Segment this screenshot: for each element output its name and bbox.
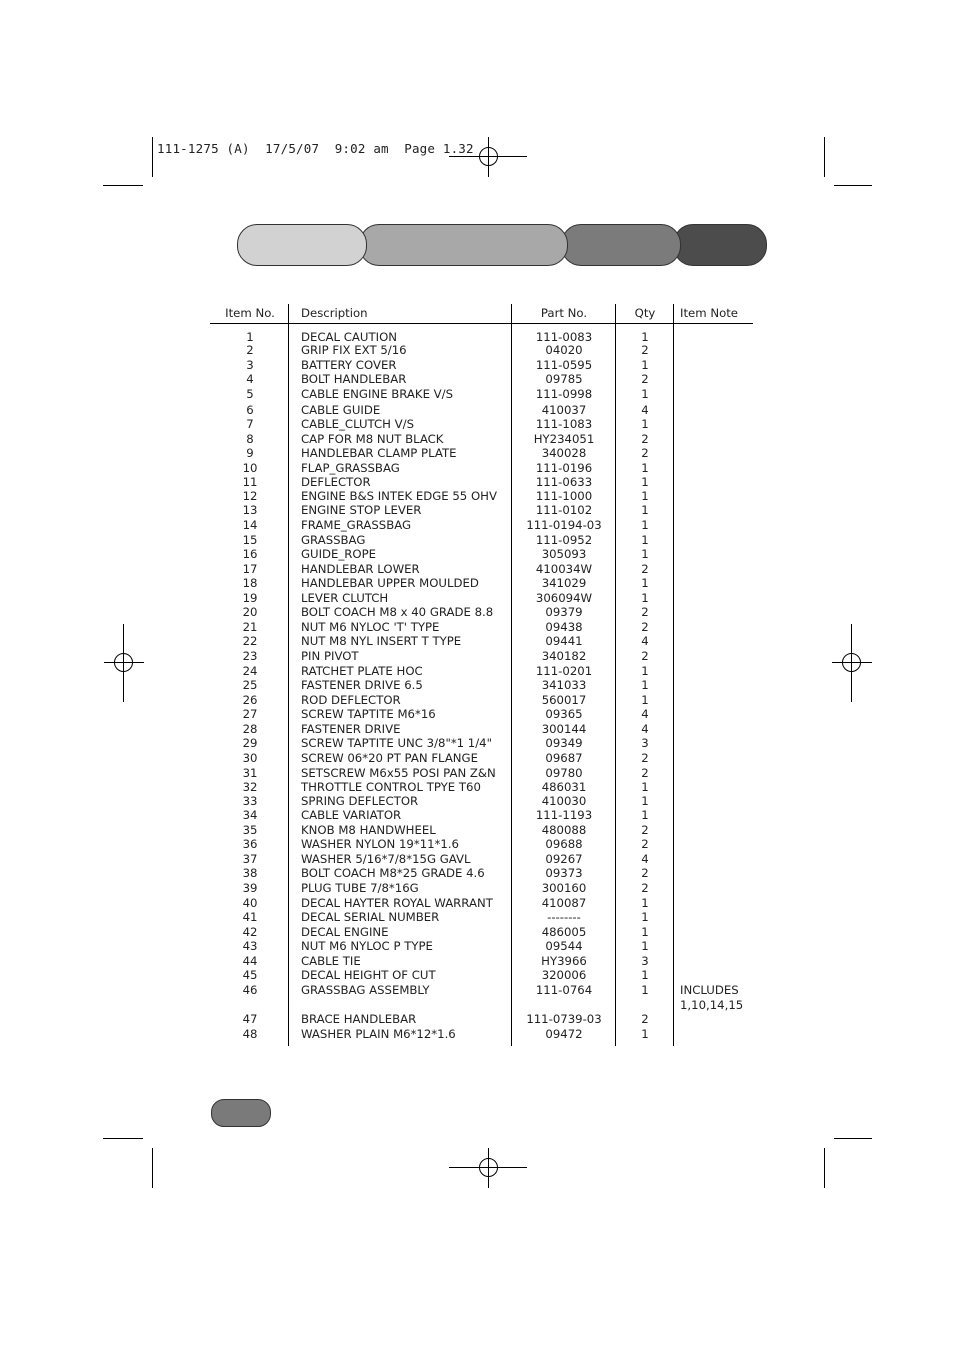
cell-item-no: 3 [246,358,254,372]
cell-qty: 1 [641,475,649,489]
cell-description: FLAP_GRASSBAG [301,461,400,475]
cell-part-no: 111-0102 [535,503,593,517]
cell-part-no: 111-0196 [535,461,593,475]
cell-part-no: 09438 [545,620,583,634]
print-slug: 111-1275 (A) 17/5/07 9:02 am Page 1.32 [157,141,474,156]
cell-item-no: 21 [242,620,258,634]
table-row [210,896,753,911]
cell-part-no: 09780 [545,766,583,780]
cell-item-no: 15 [242,533,258,547]
table-row [210,881,753,896]
cell-item-no: 28 [242,722,258,736]
cell-description: FASTENER DRIVE 6.5 [301,678,423,692]
cell-part-no: 09365 [545,707,583,721]
cell-qty: 2 [641,343,649,357]
cell-qty: 1 [641,518,649,532]
table-row [210,707,753,722]
cell-item-no: 32 [242,780,258,794]
section-tab-3 [561,224,681,266]
cell-qty: 2 [641,446,649,460]
cell-part-no: 111-1000 [535,489,593,503]
cell-description: NUT M6 NYLOC P TYPE [301,939,433,953]
crop-mark-bottom-right-v [824,1148,825,1188]
cell-part-no: 410087 [541,896,587,910]
table-row [210,403,753,418]
cell-qty: 4 [641,707,649,721]
cell-item-no: 27 [242,707,258,721]
table-row [210,591,753,606]
cell-description: SCREW 06*20 PT PAN FLANGE [301,751,478,765]
table-row [210,649,753,664]
table-row [210,780,753,795]
cell-item-no: 1 [246,330,254,344]
header-part-no: Part No. [540,306,588,320]
table-row [210,605,753,620]
cell-qty: 4 [641,852,649,866]
cell-qty: 1 [641,591,649,605]
cell-qty: 2 [641,372,649,386]
cell-description: CAP FOR M8 NUT BLACK [301,432,444,446]
cell-description: ENGINE B&S INTEK EDGE 55 OHV [301,489,497,503]
crop-mark-top-right-v [824,137,825,177]
cell-part-no: 560017 [541,693,587,707]
table-row [210,432,753,447]
cell-qty: 1 [641,925,649,939]
cell-qty: 1 [641,910,649,924]
cell-description: PIN PIVOT [301,649,359,663]
cell-item-note: INCLUDES 1,10,14,15 [680,983,744,1012]
cell-qty: 1 [641,808,649,822]
cell-item-no: 42 [242,925,258,939]
cell-description: NUT M8 NYL INSERT T TYPE [301,634,462,648]
cell-part-no: 111-1083 [535,417,593,431]
cell-qty: 1 [641,576,649,590]
parts-table [210,304,753,1046]
cell-qty: 1 [641,983,649,997]
cell-qty: 1 [641,417,649,431]
cell-item-no: 10 [242,461,258,475]
cell-description: FASTENER DRIVE [301,722,401,736]
crop-mark-top-right-h [834,185,872,186]
cell-description: DECAL CAUTION [301,330,398,344]
cell-part-no: 341029 [541,576,587,590]
cell-item-no: 37 [242,852,258,866]
cell-qty: 2 [641,620,649,634]
table-row [210,925,753,940]
cell-part-no: 09687 [545,751,583,765]
cell-part-no: 111-0595 [535,358,593,372]
cell-description: CABLE TIE [301,954,361,968]
cell-part-no: HY3966 [541,954,587,968]
cell-description: WASHER PLAIN M6*12*1.6 [301,1027,456,1041]
cell-item-no: 4 [246,372,254,386]
table-row [210,736,753,751]
cell-part-no: 111-0739-03 [526,1012,602,1026]
cell-item-no: 14 [242,518,258,532]
cell-item-no: 12 [242,489,258,503]
registration-mark-right-icon [832,624,872,702]
cell-item-no: 40 [242,896,258,910]
cell-item-no: 24 [242,664,258,678]
cell-item-no: 35 [242,823,258,837]
cell-description: ENGINE STOP LEVER [301,503,422,517]
table-row [210,954,753,969]
cell-item-no: 43 [242,939,258,953]
cell-description: GUIDE_ROPE [301,547,377,561]
cell-item-no: 46 [242,983,258,997]
cell-item-no: 47 [242,1012,258,1026]
table-row [210,343,753,358]
cell-part-no: 305093 [541,547,587,561]
cell-item-no: 6 [246,403,254,417]
cell-qty: 1 [641,330,649,344]
cell-part-no: 410034W [535,562,593,576]
cell-item-no: 41 [242,910,258,924]
table-row [210,808,753,823]
section-tab-4 [673,224,767,266]
cell-item-no: 26 [242,693,258,707]
cell-item-no: 38 [242,866,258,880]
cell-item-no: 2 [246,343,254,357]
cell-description: DEFLECTOR [301,475,371,489]
cell-part-no: 340182 [541,649,587,663]
cell-qty: 1 [641,896,649,910]
table-row [210,562,753,577]
crop-mark-top-left-v [152,137,153,177]
crop-mark-top-left-h [103,185,143,186]
table-row [210,358,753,373]
section-tab-bar [237,224,767,266]
cell-item-no: 30 [242,751,258,765]
cell-description: CABLE GUIDE [301,403,381,417]
cell-qty: 4 [641,634,649,648]
table-row [210,475,753,490]
cell-part-no: 09472 [545,1027,583,1041]
table-row [210,489,753,504]
crop-mark-bottom-left-v [152,1148,153,1188]
cell-item-no: 45 [242,968,258,982]
cell-description: RATCHET PLATE HOC [301,664,423,678]
cell-description: SCREW TAPTITE M6*16 [301,707,436,721]
table-row [210,968,753,983]
cell-qty: 2 [641,866,649,880]
cell-description: PLUG TUBE 7/8*16G [301,881,419,895]
cell-part-no: 340028 [541,446,587,460]
cell-description: HANDLEBAR LOWER [301,562,420,576]
section-tab-2 [359,224,568,266]
cell-qty: 1 [641,547,649,561]
cell-qty: 2 [641,823,649,837]
cell-item-no: 17 [242,562,258,576]
cell-qty: 1 [641,794,649,808]
cell-description: HANDLEBAR UPPER MOULDED [301,576,479,590]
table-row [210,866,753,881]
cell-part-no: 341033 [541,678,587,692]
cell-qty: 2 [641,562,649,576]
cell-item-no: 31 [242,766,258,780]
cell-description: WASHER 5/16*7/8*15G GAVL [301,852,471,866]
cell-item-no: 25 [242,678,258,692]
registration-mark-bottom-icon [449,1148,527,1188]
crop-mark-bottom-left-h [103,1138,143,1139]
cell-part-no: 09373 [545,866,583,880]
table-row [210,1027,753,1042]
cell-qty: 2 [641,432,649,446]
cell-part-no: 111-0998 [535,387,593,401]
cell-qty: 2 [641,766,649,780]
registration-mark-left-icon [104,624,144,702]
header-rule [210,323,753,324]
table-row [210,503,753,518]
cell-description: BOLT HANDLEBAR [301,372,407,386]
cell-description: SCREW TAPTITE UNC 3/8"*1 1/4" [301,736,492,750]
cell-qty: 4 [641,722,649,736]
cell-part-no: 111-0764 [535,983,593,997]
table-row [210,751,753,766]
cell-item-no: 29 [242,736,258,750]
cell-qty: 3 [641,736,649,750]
page-tab [211,1099,271,1127]
cell-item-no: 11 [242,475,258,489]
crop-mark-bottom-right-h [834,1138,872,1139]
registration-mark-top-icon [449,137,527,177]
cell-description: BATTERY COVER [301,358,397,372]
cell-description: SPRING DEFLECTOR [301,794,419,808]
cell-qty: 1 [641,678,649,692]
cell-description: SETSCREW M6x55 POSI PAN Z&N [301,766,496,780]
table-row [210,518,753,533]
cell-qty: 1 [641,780,649,794]
cell-qty: 1 [641,489,649,503]
cell-qty: 2 [641,751,649,765]
table-row [210,387,753,402]
cell-part-no: HY234051 [533,432,595,446]
cell-part-no: 09544 [545,939,583,953]
cell-qty: 1 [641,387,649,401]
table-row [210,837,753,852]
table-row [210,939,753,954]
cell-description: KNOB M8 HANDWHEEL [301,823,436,837]
cell-part-no: 09379 [545,605,583,619]
table-row [210,852,753,867]
table-row [210,1012,753,1027]
cell-part-no: 300160 [541,881,587,895]
cell-description: DECAL HAYTER ROYAL WARRANT [301,896,493,910]
cell-qty: 1 [641,968,649,982]
cell-item-no: 36 [242,837,258,851]
table-row [210,678,753,693]
cell-part-no: 410030 [541,794,587,808]
cell-qty: 2 [641,1012,649,1026]
cell-item-no: 18 [242,576,258,590]
table-row [210,634,753,649]
cell-item-no: 7 [246,417,254,431]
cell-item-no: 48 [242,1027,258,1041]
section-tab-1 [237,224,367,266]
cell-qty: 2 [641,605,649,619]
cell-description: HANDLEBAR CLAMP PLATE [301,446,457,460]
cell-part-no: 410037 [541,403,587,417]
cell-item-no: 33 [242,794,258,808]
cell-description: DECAL ENGINE [301,925,389,939]
cell-description: THROTTLE CONTROL TPYE T60 [301,780,481,794]
cell-description: FRAME_GRASSBAG [301,518,412,532]
table-row [210,620,753,635]
cell-part-no: -------- [547,910,581,924]
cell-part-no: 486005 [541,925,587,939]
table-row [210,576,753,591]
cell-qty: 1 [641,939,649,953]
cell-description: WASHER NYLON 19*11*1.6 [301,837,459,851]
cell-description: NUT M6 NYLOC 'T' TYPE [301,620,440,634]
cell-item-no: 34 [242,808,258,822]
cell-part-no: 09688 [545,837,583,851]
cell-qty: 1 [641,1027,649,1041]
cell-item-no: 39 [242,881,258,895]
cell-item-no: 19 [242,591,258,605]
cell-description: CABLE_CLUTCH V/S [301,417,415,431]
cell-description: GRASSBAG [301,533,366,547]
cell-part-no: 486031 [541,780,587,794]
cell-description: DECAL HEIGHT OF CUT [301,968,436,982]
cell-item-no: 20 [242,605,258,619]
cell-description: DECAL SERIAL NUMBER [301,910,440,924]
table-row [210,533,753,548]
cell-description: BOLT COACH M8 x 40 GRADE 8.8 [301,605,494,619]
cell-item-no: 13 [242,503,258,517]
table-row [210,664,753,679]
header-item-note: Item Note [680,306,738,320]
table-row [210,417,753,432]
cell-description: CABLE ENGINE BRAKE V/S [301,387,454,401]
table-row [210,910,753,925]
cell-part-no: 04020 [545,343,583,357]
cell-description: BOLT COACH M8*25 GRADE 4.6 [301,866,485,880]
cell-item-no: 9 [246,446,254,460]
cell-qty: 1 [641,664,649,678]
cell-item-no: 44 [242,954,258,968]
table-row [210,547,753,562]
cell-description: GRIP FIX EXT 5/16 [301,343,407,357]
header-item-no: Item No. [225,306,275,320]
cell-qty: 2 [641,881,649,895]
cell-item-no: 16 [242,547,258,561]
cell-part-no: 306094W [535,591,593,605]
cell-item-no: 5 [246,387,254,401]
table-row [210,794,753,809]
cell-part-no: 111-0952 [535,533,593,547]
cell-part-no: 09267 [545,852,583,866]
table-row [210,693,753,708]
cell-description: CABLE VARIATOR [301,808,402,822]
cell-item-no: 8 [246,432,254,446]
cell-qty: 3 [641,954,649,968]
cell-description: BRACE HANDLEBAR [301,1012,417,1026]
cell-item-no: 23 [242,649,258,663]
cell-part-no: 111-0194-03 [526,518,602,532]
table-row [210,446,753,461]
cell-part-no: 300144 [541,722,587,736]
cell-description: GRASSBAG ASSEMBLY [301,983,430,997]
cell-part-no: 111-1193 [535,808,593,822]
table-row [210,722,753,737]
cell-qty: 2 [641,837,649,851]
cell-item-no: 22 [242,634,258,648]
cell-part-no: 111-0201 [535,664,593,678]
cell-part-no: 111-0633 [535,475,593,489]
cell-qty: 2 [641,649,649,663]
table-row [210,461,753,476]
cell-qty: 1 [641,358,649,372]
cell-qty: 1 [641,503,649,517]
cell-description: LEVER CLUTCH [301,591,389,605]
cell-part-no: 480088 [541,823,587,837]
cell-part-no: 320006 [541,968,587,982]
header-description: Description [301,306,368,320]
cell-part-no: 09349 [545,736,583,750]
table-row [210,372,753,387]
table-row [210,766,753,781]
header-qty: Qty [634,306,656,320]
cell-description: ROD DEFLECTOR [301,693,401,707]
cell-part-no: 09441 [545,634,583,648]
cell-part-no: 111-0083 [535,330,593,344]
table-row [210,823,753,838]
cell-qty: 4 [641,403,649,417]
cell-qty: 1 [641,693,649,707]
cell-qty: 1 [641,461,649,475]
table-row [210,983,753,1012]
cell-qty: 1 [641,533,649,547]
cell-part-no: 09785 [545,372,583,386]
